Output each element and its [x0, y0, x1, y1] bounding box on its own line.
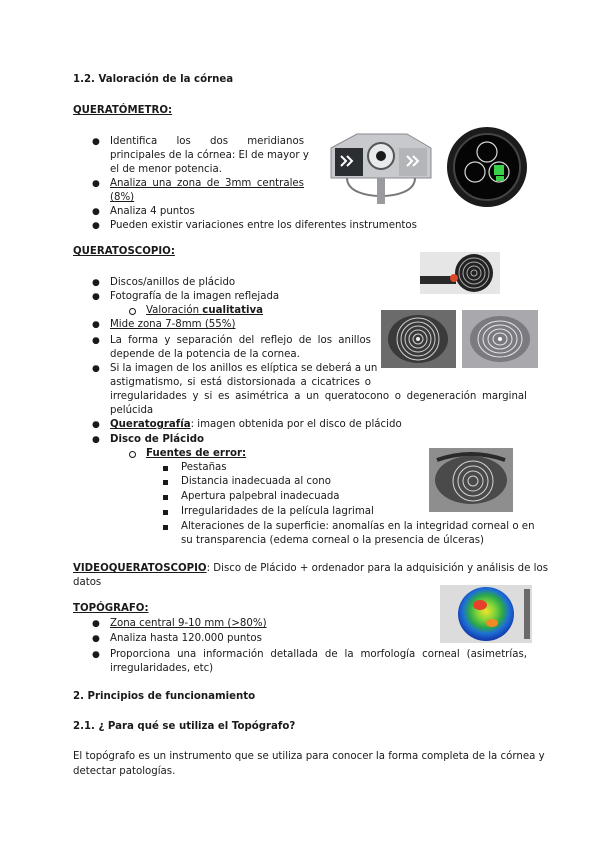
bullet: ● [92, 420, 100, 430]
bullet: ● [92, 278, 100, 288]
videoqueratoscopio-l2: datos [73, 577, 102, 588]
queratometro-b3: Analiza 4 puntos [110, 206, 195, 217]
final-paragraph-l1: El topógrafo es un instrumento que se utiliza para conocer la forma completa de la córnea y [73, 751, 545, 762]
square-bullet [163, 525, 168, 530]
bullet: ● [92, 137, 100, 147]
error-2: Distancia inadecuada al cono [181, 476, 331, 487]
final-paragraph-l2: detectar patologías. [73, 766, 176, 777]
queratometro-b2-l2: (8%) [110, 192, 135, 203]
bullet: ● [92, 221, 100, 231]
keratometer-image [327, 126, 435, 206]
error-5-l1: Alteraciones de la superficie: anomalías en la integridad corneal o en [181, 521, 535, 532]
placido-eye-image [381, 310, 456, 368]
keratometer-mires-image [446, 126, 528, 208]
queratometro-b1-l1: Identifica los dos meridianos [110, 136, 304, 147]
errors-heading: Fuentes de error: [146, 448, 247, 459]
topografo-b3-l2: irregularidades, etc) [110, 663, 214, 674]
sub-bullet [129, 308, 136, 315]
section-heading: 1.2. Valoración de la córnea [73, 74, 234, 85]
videoqueratoscopio-l1: VIDEOQUERATOSCOPIO: Disco de Plácido + ordenador para la adquisición y análisis de los [73, 563, 549, 574]
square-bullet [163, 495, 168, 500]
keratoscope-image [420, 252, 500, 294]
error-4: Irregularidades de la película lagrimal [181, 506, 374, 517]
error-3: Apertura palpebral inadecuada [181, 491, 340, 502]
queratometro-heading: QUERATÓMETRO: [73, 105, 173, 116]
bullet: ● [92, 650, 100, 660]
topografo-b3-l1: Proporciona una información detallada de la morfología corneal (asimetrías, [110, 649, 527, 660]
square-bullet [163, 466, 168, 471]
topografo-heading: TOPÓGRAFO: [73, 603, 149, 614]
queratoscopio-heading: QUERATOSCOPIO: [73, 246, 175, 257]
queratoscopio-b1: Discos/anillos de plácido [110, 277, 236, 288]
queratoscopio-b5-l4: pelúcida [110, 405, 154, 416]
queratometro-b4: Pueden existir variaciones entre los diferentes instrumentos [110, 220, 417, 231]
bullet: ● [92, 207, 100, 217]
placido-eye-error-image [429, 448, 513, 512]
queratometro-b1-l2: principales de la córnea: El de mayor y [110, 150, 309, 161]
error-5-l2: su transparencia (edema corneal o la presencia de úlceras) [181, 535, 485, 546]
queratoscopio-b2: Fotografía de la imagen reflejada [110, 291, 280, 302]
topography-map-image [440, 585, 532, 643]
topografo-b1: Zona central 9-10 mm (>80%) [110, 618, 267, 629]
queratoscopio-b3: Mide zona 7-8mm (55%) [110, 319, 236, 330]
queratoscopio-b4-l2: depende de la potencia de la cornea. [110, 349, 300, 360]
queratoscopio-sub: Valoración cualitativa [146, 305, 264, 316]
square-bullet [163, 510, 168, 515]
queratoscopio-b5-l2: astigmatismo, si está distorsionada a cicatrices o [110, 377, 371, 388]
queratometro-b1-l3: el de menor potencia. [110, 164, 222, 175]
bullet: ● [92, 364, 100, 374]
bullet: ● [92, 435, 100, 445]
queratoscopio-b4-l1: La forma y separación del reflejo de los anillos [110, 335, 371, 346]
topografo-b2: Analiza hasta 120.000 puntos [110, 633, 262, 644]
bullet: ● [92, 619, 100, 629]
queratometro-b2-l1: Analiza una zona de 3mm centrales [110, 178, 304, 189]
bullet: ● [92, 292, 100, 302]
queratoscopio-b7: Disco de Plácido [110, 434, 205, 445]
error-1: Pestañas [181, 462, 227, 473]
bullet: ● [92, 634, 100, 644]
bullet: ● [92, 320, 100, 330]
queratoscopio-b6: Queratografía: imagen obtenida por el disco de plácido [110, 419, 402, 430]
bullet: ● [92, 336, 100, 346]
placido-eye-distorted-image [462, 310, 538, 368]
section-heading: 2. Principios de funcionamiento [73, 691, 256, 702]
square-bullet [163, 480, 168, 485]
queratoscopio-b5-l1: Si la imagen de los anillos es elíptica se deberá a un [110, 363, 378, 374]
sub-bullet [129, 451, 136, 458]
queratoscopio-b5-l3: irregularidades y si es asimétrica a un queratocono o degeneración marginal [110, 391, 527, 402]
bullet: ● [92, 179, 100, 189]
section-heading: 2.1. ¿ Para qué se utiliza el Topógrafo? [73, 721, 296, 732]
